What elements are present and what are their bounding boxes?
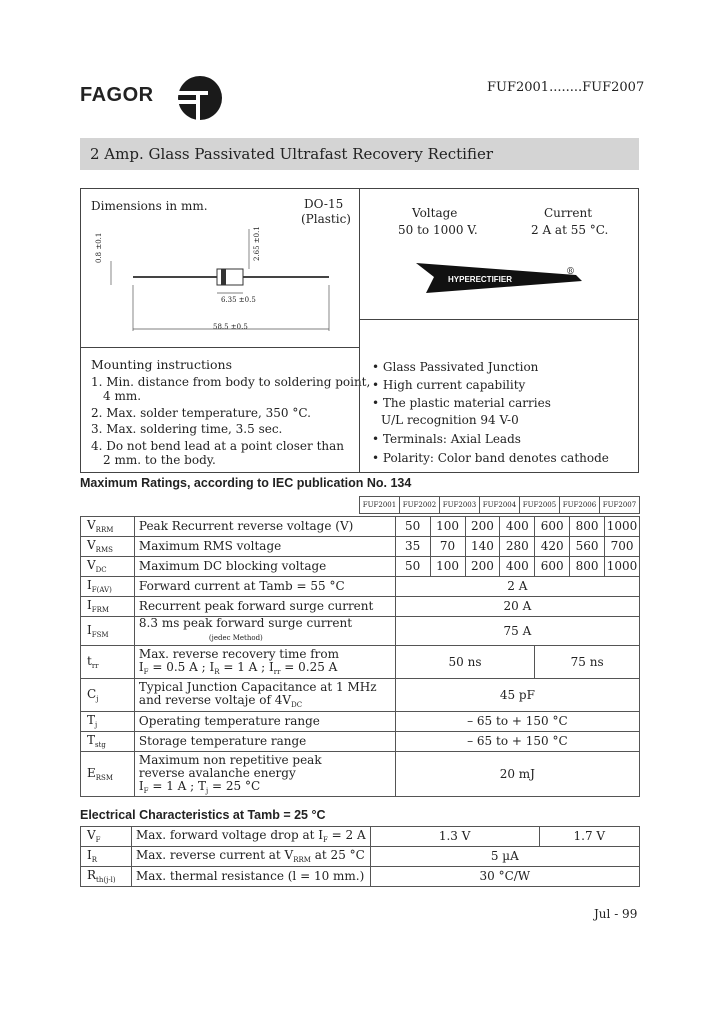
dimensions-panel bbox=[80, 188, 360, 348]
fagor-logo-icon bbox=[176, 74, 224, 122]
feature-item: • High current capability bbox=[372, 378, 526, 392]
dim-body-length: 6.35 ±0.5 bbox=[221, 296, 256, 304]
electrical-title: Electrical Characteristics at Tamb = 25 °C bbox=[80, 808, 326, 822]
column-header: FUF2006 bbox=[560, 497, 600, 514]
feature-item: U/L recognition 94 V-0 bbox=[381, 413, 519, 427]
table-row: $E_{RSM}$ Maximum non repetitive peak reverse avalanche energy $I_F = 1$ A ; $T_j = 25$ °C 20 mJ bbox=[81, 752, 640, 797]
table-row: $C_j$ Typical Junction Capacitance at 1 MHz and reverse voltaje of $4V_{DC}$ 45 pF bbox=[81, 679, 640, 712]
table-row: $V_{RMS}$ Maximum RMS voltage 35 70 140 280 420 560 700 bbox=[81, 537, 640, 557]
table-row: $I_{F(AV)}$ Forward current at Tamb = 55 °C 2 A bbox=[81, 577, 640, 597]
dim-total-length: 58.5 ±0.5 bbox=[213, 323, 248, 331]
mounting-line: 2. Max. solder temperature, 350 °C. bbox=[91, 406, 311, 420]
current-value: 2 A at 55 °C. bbox=[531, 223, 609, 237]
mounting-line: 4. Do not bend lead at a point closer than bbox=[91, 439, 345, 453]
column-header: FUF2001 bbox=[360, 497, 400, 514]
mounting-line: 4 mm. bbox=[103, 389, 142, 403]
mounting-line: 1. Min. distance from body to soldering point, bbox=[91, 375, 371, 389]
dim-lead-dia: 0.8 ±0.1 bbox=[95, 232, 103, 263]
mounting-panel bbox=[80, 347, 371, 473]
package-type: (Plastic) bbox=[301, 212, 351, 226]
voltage-value: 50 to 1000 V. bbox=[398, 223, 478, 237]
page-title: 2 Amp. Glass Passivated Ultrafast Recovery Rectifier bbox=[90, 145, 494, 163]
column-header: FUF2004 bbox=[480, 497, 520, 514]
table-row: $I_R$ Max. reverse current at $V_{RRM}$ at 25 °C 5 µA bbox=[81, 847, 640, 867]
column-header: FUF2005 bbox=[520, 497, 560, 514]
feature-item: • Terminals: Axial Leads bbox=[372, 432, 521, 446]
feature-item: • Polarity: Color band denotes cathode bbox=[372, 451, 609, 465]
registered-mark: ® bbox=[566, 267, 575, 277]
column-header: FUF2007 bbox=[600, 497, 640, 514]
column-header: FUF2003 bbox=[440, 497, 480, 514]
footer-date: Jul - 99 bbox=[594, 907, 638, 921]
features-panel bbox=[359, 319, 639, 473]
table-row: $R_{th(j-l)}$ Max. thermal resistance (l = 10 mm.) 30 °C/W bbox=[81, 867, 640, 887]
table-row: $V_F$ Max. forward voltage drop at $I_F = 2$ A 1.3 V 1.7 V bbox=[81, 827, 640, 847]
table-row: $t_{rr}$ Max. reverse recovery time from $I_F = 0.5$ A ; $I_R = 1$ A ; $I_{rr} = 0.25$ A 50 ns 75 ns bbox=[81, 646, 640, 679]
electrical-table bbox=[80, 826, 640, 887]
feature-item: • The plastic material carries bbox=[372, 396, 551, 410]
max-ratings-table bbox=[80, 516, 640, 797]
dimensions-label: Dimensions in mm. bbox=[91, 199, 208, 213]
table-row: $T_j$ Operating temperature range – 65 to + 150 °C bbox=[81, 712, 640, 732]
package-name: DO-15 bbox=[304, 197, 344, 211]
mounting-line: 2 mm. to the body. bbox=[103, 453, 216, 467]
max-ratings-title: Maximum Ratings, according to IEC publication No. 134 bbox=[80, 476, 412, 490]
title-bar bbox=[80, 138, 639, 170]
mounting-title: Mounting instructions bbox=[91, 357, 232, 372]
hyperectifier-badge-text: HYPERECTIFIER bbox=[448, 275, 513, 284]
table-row: $V_{DC}$ Maximum DC blocking voltage 50 100 200 400 600 800 1000 bbox=[81, 557, 640, 577]
table-row: $T_{stg}$ Storage temperature range – 65 to + 150 °C bbox=[81, 732, 640, 752]
brand-logo-text: FAGOR bbox=[80, 84, 154, 106]
current-label: Current bbox=[544, 206, 593, 220]
feature-item: • Glass Passivated Junction bbox=[372, 360, 539, 374]
ratings-panel bbox=[359, 188, 639, 320]
voltage-label: Voltage bbox=[412, 206, 458, 220]
part-range: FUF2001........FUF2007 bbox=[487, 80, 645, 95]
table-row: $V_{RRM}$ Peak Recurrent reverse voltage (V) 50 100 200 400 600 800 1000 bbox=[81, 517, 640, 537]
table-row: $I_{FSM}$ 8.3 ms peak forward surge current (jedec Method) 75 A bbox=[81, 617, 640, 646]
mounting-line: 3. Max. soldering time, 3.5 sec. bbox=[91, 422, 283, 436]
column-header: FUF2002 bbox=[400, 497, 440, 514]
part-header-table bbox=[359, 496, 640, 514]
dim-body-dia: 2.65 ±0.1 bbox=[253, 226, 261, 261]
table-row: $I_{FRM}$ Recurrent peak forward surge current 20 A bbox=[81, 597, 640, 617]
